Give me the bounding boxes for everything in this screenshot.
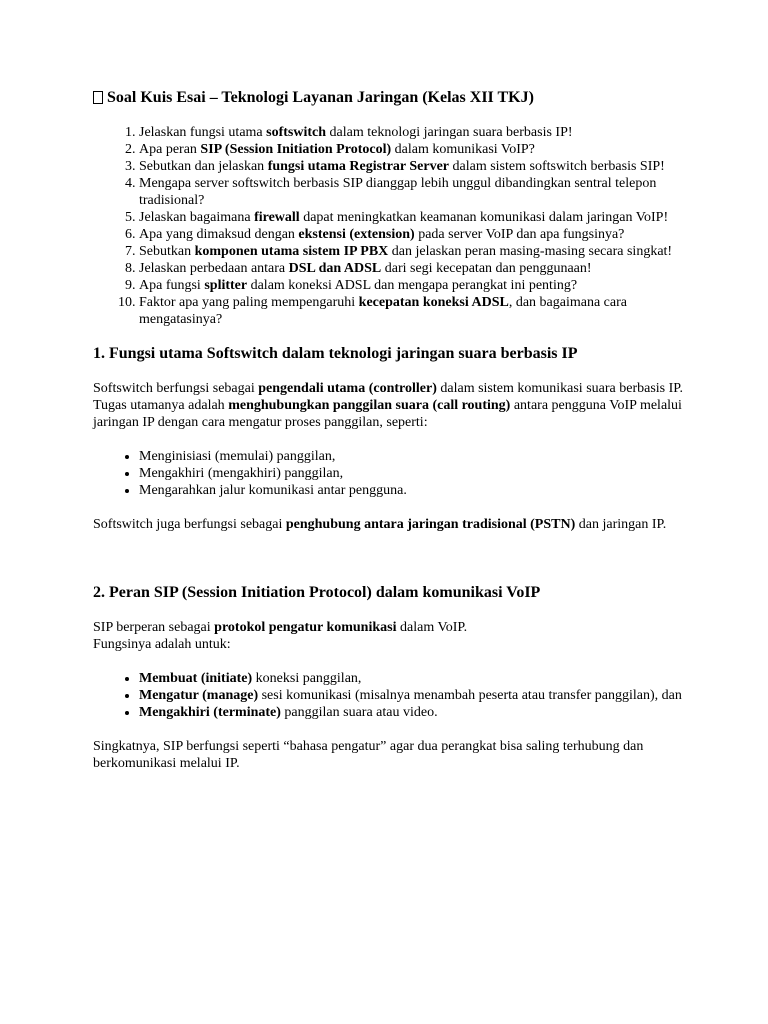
question-item: 6. Apa yang dimaksud dengan ekstensi (extension) pada server VoIP dan apa fungsinya? — [139, 226, 683, 243]
list-item: • Membuat (initiate) koneksi panggilan, — [139, 670, 683, 687]
section-1 — [93, 344, 683, 533]
section-2-paragraph: Singkatnya, SIP berfungsi seperti “bahasa pengatur” agar dua perangkat bisa saling terhubung dan berkomunikasi melalui IP. — [93, 739, 644, 771]
section-1-paragraph: Tugas utamanya adalah menghubungkan panggilan suara (call routing) antara pengguna VoIP melalui jaringan IP dengan cara mengatur proses panggilan, seperti: — [93, 398, 682, 430]
question-item: 1. Jelaskan fungsi utama softswitch dalam teknologi jaringan suara berbasis IP! — [139, 124, 683, 141]
list-item: • Mengakhiri (mengakhiri) panggilan, — [139, 465, 683, 482]
list-item: • Mengarahkan jalur komunikasi antar pengguna. — [139, 482, 683, 499]
section-2-bullet-list — [93, 670, 683, 721]
section-2-heading: 2. Peran SIP (Session Initiation Protocol) dalam komunikasi VoIP — [93, 584, 541, 601]
section-2-paragraph: SIP berperan sebagai protokol pengatur komunikasi dalam VoIP. — [93, 620, 468, 635]
question-list — [93, 124, 683, 328]
section-1-bullet-list — [93, 448, 683, 499]
section-2-paragraph: Fungsinya adalah untuk: — [93, 637, 231, 652]
section-1-paragraph: Softswitch juga berfungsi sebagai penghubung antara jaringan tradisional (PSTN) dan jaringan IP. — [93, 517, 667, 532]
section-1-heading: 1. Fungsi utama Softswitch dalam teknologi jaringan suara berbasis IP — [93, 345, 578, 362]
missing-glyph-icon — [93, 91, 103, 104]
list-item: • Mengakhiri (terminate) panggilan suara atau video. — [139, 704, 683, 721]
list-item: • Menginisiasi (memulai) panggilan, — [139, 448, 683, 465]
question-item: 4. Mengapa server softswitch berbasis SIP dianggap lebih unggul dibandingkan sentral telepon tradisional? — [139, 175, 683, 209]
question-item: 9. Apa fungsi splitter dalam koneksi ADSL dan mengapa perangkat ini penting? — [139, 277, 683, 294]
question-item: 3. Sebutkan dan jelaskan fungsi utama Registrar Server dalam sistem softswitch berbasis SIP! — [139, 158, 683, 175]
question-item: 10. Faktor apa yang paling mempengaruhi kecepatan koneksi ADSL, dan bagaimana cara mengatasinya? — [139, 294, 683, 328]
question-item: 5. Jelaskan bagaimana firewall dapat meningkatkan keamanan komunikasi dalam jaringan VoIP! — [139, 209, 683, 226]
section-1-paragraph: Softswitch berfungsi sebagai pengendali utama (controller) dalam sistem komunikasi suara berbasis IP. — [93, 381, 684, 396]
section-2 — [93, 583, 683, 772]
question-item: 2. Apa peran SIP (Session Initiation Protocol) dalam komunikasi VoIP? — [139, 141, 683, 158]
question-item: 7. Sebutkan komponen utama sistem IP PBX dan jelaskan peran masing-masing secara singkat! — [139, 243, 683, 260]
list-item: • Mengatur (manage) sesi komunikasi (misalnya menambah peserta atau transfer panggilan), dan — [139, 687, 683, 704]
document-page — [93, 88, 683, 772]
document-title — [93, 88, 683, 108]
question-item: 8. Jelaskan perbedaan antara DSL dan ADSL dari segi kecepatan dan penggunaan! — [139, 260, 683, 277]
document-title-text: Soal Kuis Esai – Teknologi Layanan Jaringan (Kelas XII TKJ) — [107, 89, 534, 106]
